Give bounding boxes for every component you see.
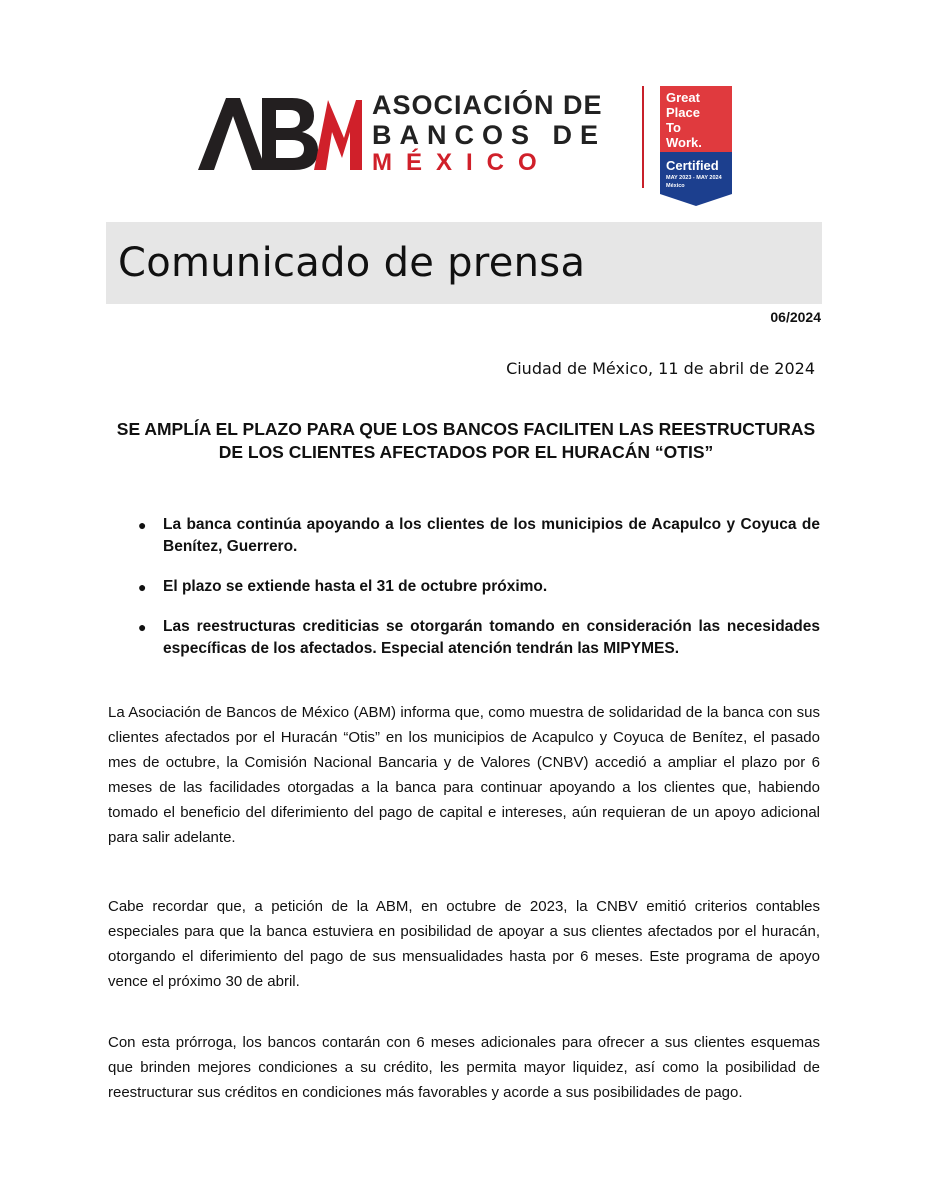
page-title: Comunicado de prensa [118,240,586,286]
badge-certified: Certified [666,158,719,173]
key-point [108,616,820,660]
bullet-icon: ● [138,579,147,595]
key-point [108,514,820,558]
key-point-text: La banca continúa apoyando a los clientes de los municipios de Acapulco y Coyuca de Benítez, Guerrero. [163,516,820,555]
org-name-line-1: ASOCIACIÓN DE [372,90,603,120]
badge-line-work: Work. [666,135,702,150]
headline: SE AMPLÍA EL PLAZO PARA QUE LOS BANCOS FACILITEN LAS REESTRUCTURAS DE LOS CLIENTES AFECTADOS POR EL HURACÁN “OTIS” [116,419,816,462]
key-point-text: Las reestructuras crediticias se otorgarán tomando en consideración las necesidades específicas de los afectados. Especial atención tendrán las MIPYMES. [163,618,820,657]
badge-line-great: Great [666,90,700,105]
org-name-line-2: BANCOS DE [372,120,607,150]
bullet-icon: ● [138,619,147,635]
bullet-icon: ● [138,517,147,533]
abm-logo [196,92,364,172]
key-point [108,576,820,598]
body-paragraph: Cabe recordar que, a petición de la ABM, en octubre de 2023, la CNBV emitió criterios contables especiales para que la banca estuviera en posibilidad de apoyar a sus clientes afectados por el huracán, otorgando el diferimiento del pago de sus mensualidades hasta por 6 meses. Este programa de apoyo vence el próximo 30 de abril. [108,898,820,990]
release-date: Ciudad de México, 11 de abril de 2024 [506,359,815,378]
badge-period: MAY 2023 - MAY 2024 [666,175,722,181]
logo-divider [642,86,644,188]
badge-line-to: To [666,120,681,135]
release-number: 06/2024 [770,309,821,325]
body-paragraph: Con esta prórroga, los bancos contarán con 6 meses adicionales para ofrecer a sus clientes esquemas que brinden mejores condiciones a su crédito, les permita mayor liquidez, así como la posibilidad de reestructurar sus créditos en condiciones más favorables y acorde a sus posibilidades de pago. [108,1034,820,1101]
key-points-list [108,514,820,678]
org-name-line-3: MÉXICO [372,149,551,176]
key-point-text: El plazo se extiende hasta el 31 de octubre próximo. [163,578,548,595]
great-place-to-work-badge [660,86,732,206]
badge-line-place: Place [666,105,700,120]
body-paragraph: La Asociación de Bancos de México (ABM) informa que, como muestra de solidaridad de la banca con sus clientes afectados por el Huracán “Otis” en los municipios de Acapulco y Coyuca de Benítez, el pasado mes de octubre, la Comisión Nacional Bancaria y de Valores (CNBV) accedió a ampliar el plazo por 6 meses de las facilidades otorgadas a la banca para continuar apoyando a los clientes que, habiendo tomado el beneficio del diferimiento del pago de capital e intereses, aún requieran de un apoyo adicional para salir adelante. [108,704,820,846]
badge-country: México [666,183,685,189]
